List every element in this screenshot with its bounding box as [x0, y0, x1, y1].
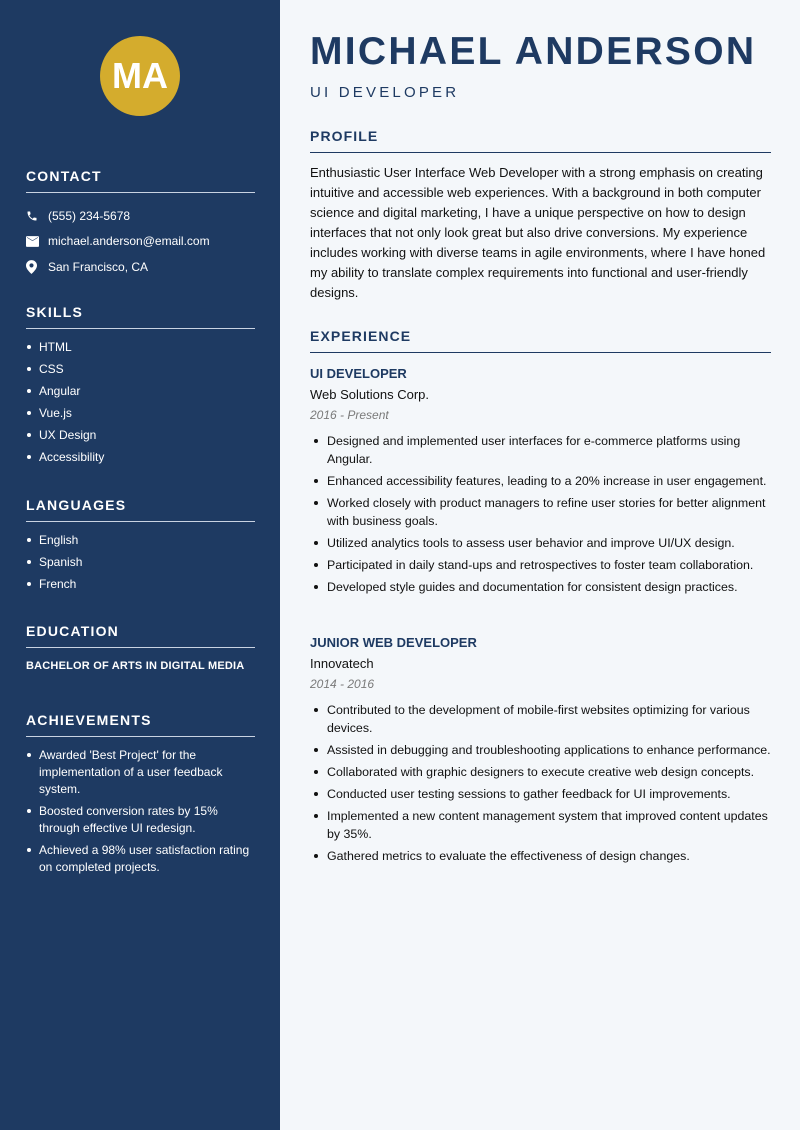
job-title: UI DEVELOPER — [310, 366, 407, 381]
location-pin-icon — [26, 260, 48, 274]
job-bullet: Assisted in debugging and troubleshooting applications to enhance performance. — [310, 741, 771, 759]
achievements-list — [26, 747, 255, 876]
achievement-item: Boosted conversion rates by 15% through effective UI redesign. — [26, 803, 255, 837]
email-text[interactable]: michael.anderson@email.com — [48, 234, 210, 249]
contact-phone — [26, 203, 255, 229]
achievement-item: Awarded 'Best Project' for the implementation of a user feedback system. — [26, 747, 255, 798]
avatar-initials: MA — [100, 36, 180, 116]
skills-heading: SKILLS — [26, 304, 255, 329]
job-bullet: Participated in daily stand-ups and retrospectives to foster team collaboration. — [310, 556, 771, 574]
job-bullet: Gathered metrics to evaluate the effectiveness of design changes. — [310, 847, 771, 865]
languages-list — [26, 532, 255, 592]
language-item: Spanish — [26, 554, 255, 570]
skill-item: CSS — [26, 361, 255, 377]
company-name: Innovatech — [310, 656, 374, 671]
achievement-item: Achieved a 98% user satisfaction rating on completed projects. — [26, 842, 255, 876]
job-entry — [310, 635, 771, 869]
email-icon — [26, 236, 48, 247]
job-bullets — [310, 701, 771, 865]
experience-section — [310, 328, 771, 353]
language-item: English — [26, 532, 255, 548]
job-dates: 2014 - 2016 — [310, 677, 375, 691]
job-bullet: Conducted user testing sessions to gather feedback for UI improvements. — [310, 785, 771, 803]
job-bullet: Contributed to the development of mobile-first websites optimizing for various devices. — [310, 701, 771, 737]
skill-item: UX Design — [26, 427, 255, 443]
skill-item: Angular — [26, 383, 255, 399]
language-item: French — [26, 576, 255, 592]
job-bullet: Implemented a new content management system that improved content updates by 35%. — [310, 807, 771, 843]
profile-heading: PROFILE — [310, 128, 771, 153]
profile-text: Enthusiastic User Interface Web Developer with a strong emphasis on creating intuitive and accessible web experiences. With a background in both computer science and digital marketing, I have a unique perspective on how to design interfaces that not only look great but also drive conversions. My experience includes working with diverse teams in agile environments, where I have honed my ability to translate complex requirements into functional and user-friendly designs. — [310, 165, 766, 300]
job-bullet: Enhanced accessibility features, leading to a 20% increase in user engagement. — [310, 472, 771, 490]
skills-section — [26, 304, 255, 471]
job-title-header: UI DEVELOPER — [310, 84, 460, 101]
contact-heading: CONTACT — [26, 168, 255, 193]
achievements-heading: ACHIEVEMENTS — [26, 712, 255, 737]
contact-location — [26, 254, 255, 280]
skills-list — [26, 339, 255, 465]
languages-section — [26, 497, 255, 598]
full-name: MICHAEL ANDERSON — [310, 30, 757, 73]
location-text: San Francisco, CA — [48, 259, 149, 274]
job-dates: 2016 - Present — [310, 408, 389, 422]
skill-item: Vue.js — [26, 405, 255, 421]
skill-item: Accessibility — [26, 449, 255, 465]
job-bullet: Collaborated with graphic designers to execute creative web design concepts. — [310, 763, 771, 781]
sidebar — [0, 0, 280, 1130]
education-section — [26, 623, 255, 672]
education-heading: EDUCATION — [26, 623, 255, 648]
job-entry — [310, 366, 771, 600]
job-bullets — [310, 432, 771, 596]
education-degree: BACHELOR OF ARTS IN DIGITAL MEDIA — [26, 660, 245, 672]
experience-heading: EXPERIENCE — [310, 328, 771, 353]
company-name: Web Solutions Corp. — [310, 387, 429, 402]
skill-item: HTML — [26, 339, 255, 355]
phone-icon — [26, 210, 48, 222]
phone-text[interactable]: (555) 234-5678 — [48, 208, 131, 223]
profile-section — [310, 128, 771, 303]
job-title: JUNIOR WEB DEVELOPER — [310, 635, 477, 650]
achievements-section — [26, 712, 255, 881]
job-bullet: Worked closely with product managers to refine user stories for better alignment with business goals. — [310, 494, 771, 530]
contact-email — [26, 229, 255, 255]
job-bullet: Utilized analytics tools to assess user behavior and improve UI/UX design. — [310, 534, 771, 552]
job-bullet: Developed style guides and documentation for consistent design practices. — [310, 578, 771, 596]
job-bullet: Designed and implemented user interfaces for e-commerce platforms using Angular. — [310, 432, 771, 468]
contact-section — [26, 168, 255, 280]
languages-heading: LANGUAGES — [26, 497, 255, 522]
